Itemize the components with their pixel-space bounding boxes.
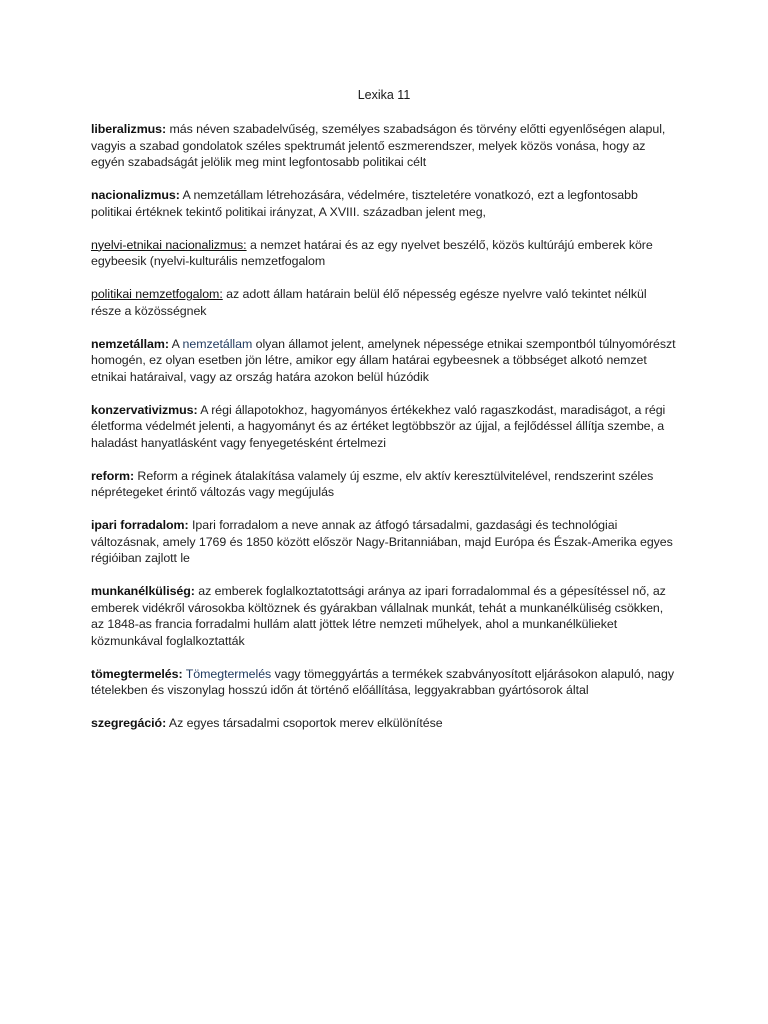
entry-term: ipari forradalom:: [91, 518, 189, 532]
glossary-entry-konzervativizmus: [91, 402, 679, 452]
entry-definition: olyan államot jelent, amelynek népessége etnikai szempontból túlnyomórészt homogén, ez olyan esetben jön létre, amikor egy állam határai egybeesnek a többséget alkotó nemzet etnikai határaival, vagy az ország határa azokon belül húzódik: [91, 336, 676, 384]
entry-term: reform:: [91, 468, 135, 483]
entry-term: munkanélküliség:: [91, 584, 195, 598]
glossary-entry-reform: [91, 468, 679, 501]
glossary-list: [91, 121, 679, 748]
entry-term: szegregáció:: [91, 716, 167, 730]
glossary-entry-politikai-nemzetfogalom: [91, 286, 679, 319]
entry-term: tömegtermelés:: [91, 666, 183, 681]
entry-definition: A régi állapotokhoz, hagyományos értékekhez való ragaszkodást, maradiságot, a régi életforma védelmét jelenti, a hagyományt és az értéket legtöbbször az újjal, a fejlődéssel állítja szembe, a haladást hanyatlásként vagy fenyegetésként értelmezi: [91, 402, 666, 450]
entry-definition: az adott állam határain belül élő népesség egésze nyelvre való tekintet nélkül része a közösségnek: [91, 287, 647, 318]
entry-definition-highlight: Tömegtermelés: [185, 666, 272, 681]
glossary-entry-nemzetallam: [91, 336, 679, 386]
entry-definition: A nemzetállam létrehozására, védelmére, tiszteletére vonatkozó, ezt a legfontosabb politikai értéknek tekintő politikai irányzat, A XVIII. században jelent meg,: [91, 188, 638, 219]
entry-definition: Az egyes társadalmi csoportok merev elkülönítése: [166, 716, 443, 730]
entry-term: nemzetállam:: [91, 336, 169, 351]
entry-term: konzervativizmus:: [91, 402, 198, 417]
entry-definition-highlight: nemzetállam: [182, 336, 253, 351]
entry-definition: vagy tömeggyártás a termékek szabványosított eljárásokon alapuló, nagy tételekben és viszonylag hosszú időn át történő előállítása, leggyakrabban gyártósorok által: [91, 666, 675, 697]
entry-definition: Ipari forradalom a neve annak az átfogó társadalmi, gazdasági és technológiai változásnak, amely 1769 és 1850 között először Nagy-Britanniában, majd Európa és Észak-Amerika egyes régióiban zajlott le: [91, 518, 673, 565]
entry-definition: a nemzet határai és az egy nyelvet beszélő, közös kultúrájú emberek köre egybeesik (nyelvi-kulturális nemzetfogalom: [91, 237, 653, 268]
glossary-entry-liberalizmus: [91, 121, 679, 171]
glossary-entry-munkanelkuliseg: [91, 583, 679, 649]
glossary-entry-tomegtermeles: [91, 666, 679, 699]
glossary-entry-nacionalizmus: [91, 187, 679, 220]
entry-term: liberalizmus:: [91, 122, 167, 136]
glossary-entry-szegregacio: [91, 715, 679, 732]
entry-definition: Reform a réginek átalakítása valamely új eszme, elv aktív keresztülvitelével, rendszerint széles néprétegeket érintő változás vagy megújulás: [91, 468, 654, 499]
entry-term: nyelvi-etnikai nacionalizmus:: [91, 237, 247, 252]
document-title: Lexika 11: [357, 88, 411, 102]
glossary-entry-ipari-forradalom: [91, 517, 679, 567]
entry-definition: az emberek foglalkoztatottsági aránya az ipari forradalommal és a gépesítéssel nő, az emberek vidékről városokba költöznek és gyárakban vállalnak munkát, tehát a munkanélküliség csökken, az 1848-as francia forradalmi hullám alatt jöttek létre nemzeti műhelyek, ahol a munkanélkülieket közmunkával foglalkoztatták: [91, 584, 666, 648]
entry-definition: más néven szabadelvűség, személyes szabadságon és törvény előtti egyenlőségen alapul, vagyis a szabad gondolatok széles spektrumát jelentő eszmerendszer, melyek közös vonása, hogy az egyén szabadságát jelölik meg mint legfontosabb politikai célt: [91, 122, 666, 169]
glossary-entry-nyelvi-etnikai-nacionalizmus: [91, 237, 679, 270]
entry-term: politikai nemzetfogalom:: [91, 287, 223, 301]
entry-definition-prefix: A: [168, 336, 183, 351]
entry-term: nacionalizmus:: [91, 188, 180, 202]
